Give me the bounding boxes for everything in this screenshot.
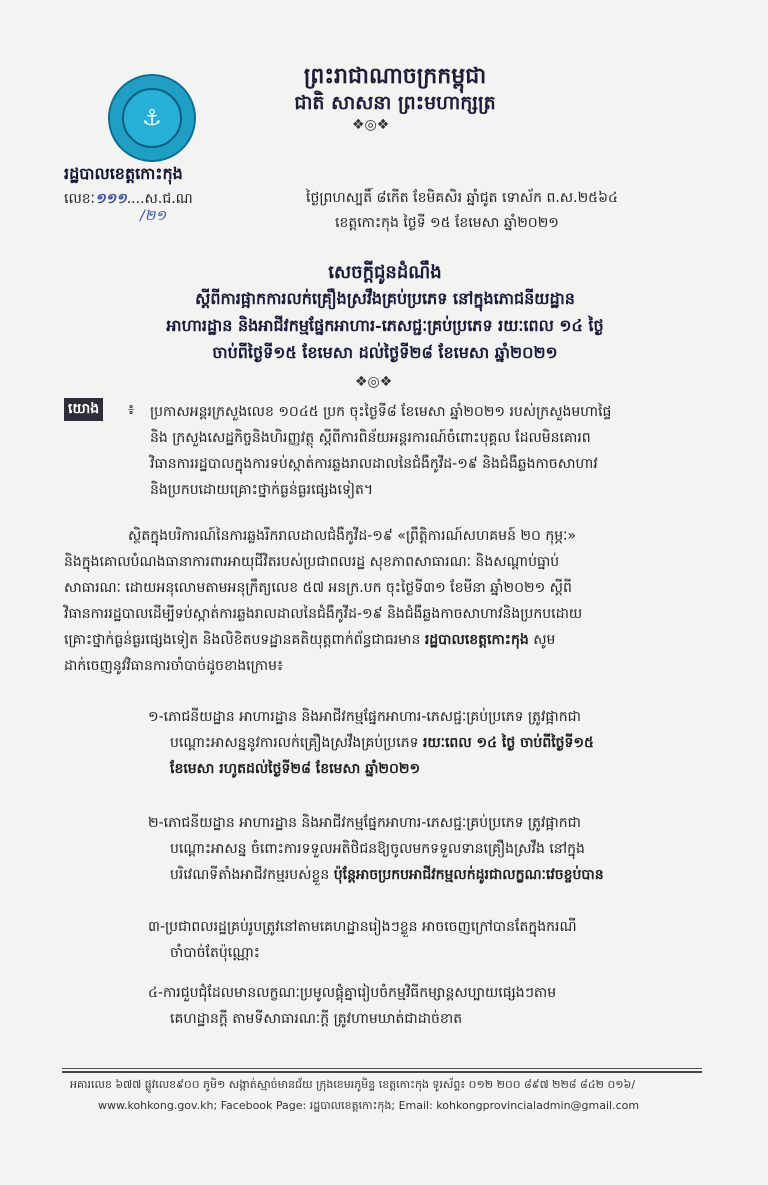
national-motto: ជាតិ សាសនា ព្រះមហាក្សត្រ — [294, 92, 496, 114]
reference-suffix: ....ស.ជ.ណ — [126, 191, 193, 207]
request-word: សូម — [533, 632, 556, 648]
footer-contact: www.kohkong.gov.kh; Facebook Page: រដ្ឋបាលខេត្តកោះកុង; Email: kohkongprovincialadmin@gmail.com — [98, 1099, 640, 1112]
item-2-line-2: បណ្តោះអាសន្ន ចំពោះការទទួលអតិថិជនឱ្យចូលមកទទួលទានគ្រឿងស្រវឹង នៅក្នុង — [170, 841, 585, 857]
footer-divider — [62, 1068, 702, 1069]
reference-handwritten-number: ១១១ — [94, 191, 127, 207]
item-3-line-1: ៣-ប្រជាពលរដ្ឋគ្រប់រូបត្រូវនៅតាមគេហដ្ឋានរៀងៗខ្លួន អាចចេញក្រៅបានតែក្នុងករណី — [148, 919, 577, 935]
anchor-icon: ⚓ — [122, 88, 182, 148]
notice-subject-line-1: ស្តីពីការផ្អាកការលក់គ្រឿងស្រវឹងគ្រប់ប្រភេទ នៅក្នុងភោជនីយដ្ឋាន — [195, 289, 575, 308]
reference-label: យោង — [64, 398, 103, 421]
body-line: និងក្នុងគោលបំណងធានាការពារអាយុជីវិតរបស់ប្រជាពលរដ្ឋ សុខភាពសាធារណៈ និងសណ្តាប់ធ្នាប់ — [64, 554, 560, 570]
notice-subject-line-2: អាហារដ្ឋាន និងអាជីវកម្មផ្នែកអាហារ-ភេសជ្ជៈគ្រប់ប្រភេទ រយៈពេល ១៤ ថ្ងៃ — [166, 316, 604, 335]
item-2-exception: ប៉ុន្តែអាចប្រកបអាជីវកម្មលក់ដូរជាលក្ខណៈវេចខ្ចប់បាន — [333, 867, 604, 883]
kingdom-title: ព្រះរាជាណាចក្រកម្ពុជា — [303, 63, 487, 89]
lunar-date: ថ្ងៃព្រហស្បតិ៍ ៨កើត ខែមិគសិរ ឆ្នាំជូត ទោស័ក ព.ស.២៥៦៤ — [306, 190, 618, 206]
reference-line: និង ក្រសួងសេដ្ឋកិច្ចនិងហិរញ្ញវត្ថុ ស្តីពីការពិន័យអន្តរការណ៍ចំពោះបុគ្គល ដែលមិនគោរព — [150, 430, 591, 446]
reference-line: វិធានការរដ្ឋបាលក្នុងការទប់ស្កាត់ការឆ្លងរាលដាលនៃជំងឺកូវីដ-១៩ និងជំងឺឆ្លងកាចសាហាវ — [150, 456, 598, 472]
item-4-line-1: ៤-ការជួបជុំដែលមានលក្ខណៈប្រមូលផ្តុំគ្នារៀបចំកម្មវិធីកម្សាន្តសប្បាយផ្សេងៗតាម — [148, 985, 557, 1001]
admin-bold: រដ្ឋបាលខេត្តកោះកុង — [424, 632, 529, 648]
ornament-divider: ❖◎❖ — [352, 117, 390, 133]
reference-colon: ៖ — [128, 402, 135, 418]
body-line: ដាក់ចេញនូវវិធានការចាំបាច់ដូចខាងក្រោម៖ — [64, 658, 284, 674]
item-3-line-2: ចាំបាច់តែប៉ុណ្ណោះ — [170, 945, 260, 961]
item-1-line-2 — [170, 733, 594, 754]
reference-line: ប្រកាសអន្តរក្រសួងលេខ ១០៤៥ ប្រក ចុះថ្ងៃទី៨ ខែមេសា ឆ្នាំ២០២១ របស់ក្រសួងមហាផ្ទៃ — [150, 404, 612, 420]
item-2-line-3 — [170, 865, 604, 886]
provincial-seal-logo — [108, 74, 196, 162]
item-1-line-1: ១-ភោជនីយដ្ឋាន អាហារដ្ឋាន និងអាជីវកម្មផ្នែកអាហារ-ភេសជ្ជៈគ្រប់ប្រភេទ ត្រូវផ្អាកជា — [148, 709, 581, 725]
body-line-text: គ្រោះថ្នាក់ធ្ងន់ធ្ងរផ្សេងទៀត និងលិខិតបទដ្ឋានគតិយុត្តពាក់ព័ន្ធជាធរមាន — [64, 632, 421, 648]
reference-year: /២១ — [140, 208, 166, 224]
reference-prefix: លេខៈ — [64, 191, 95, 207]
body-line: វិធានការរដ្ឋបាលដើម្បីទប់ស្កាត់ការឆ្លងរាលដាលនៃជំងឺកូវីដ-១៩ និងជំងឺឆ្លងកាចសាហាវនិងប្រកបដោយ — [64, 606, 583, 622]
solar-date: ខេត្តកោះកុង ថ្ងៃទី ១៥ ខែមេសា ឆ្នាំ២០២១ — [335, 215, 559, 231]
item-1-text: បណ្តោះអាសន្ននូវការលក់គ្រឿងស្រវឹងគ្រប់ប្រភេទ — [170, 735, 423, 751]
body-line — [64, 630, 555, 651]
reference-line: និងប្រកបដោយគ្រោះថ្នាក់ធ្ងន់ធ្ងរផ្សេងទៀត។ — [150, 482, 374, 498]
notice-heading: សេចក្តីជូនដំណឹង — [328, 262, 442, 283]
issuing-authority: រដ្ឋបាលខេត្តកោះកុង — [64, 164, 183, 183]
item-2-line-1: ២-ភោជនីយដ្ឋាន អាហារដ្ឋាន និងអាជីវកម្មផ្នែកអាហារ-ភេសជ្ជៈគ្រប់ប្រភេទ ត្រូវផ្អាកជា — [148, 815, 581, 831]
item-2-text: បរិវេណទីតាំងអាជីវកម្មរបស់ខ្លួន — [170, 867, 334, 883]
body-line: សាធារណៈ ដោយអនុលោមតាមអនុក្រឹត្យលេខ ៥៧ អនក្រ.បក ចុះថ្ងៃទី៣១ ខែមីនា ឆ្នាំ២០២១ ស្តីពី — [64, 580, 572, 596]
item-4-line-2: គេហដ្ឋានក្តី តាមទីសាធារណៈក្តី ត្រូវហាមឃាត់ជាដាច់ខាត — [170, 1011, 463, 1027]
item-1-duration: រយៈពេល ១៤ ថ្ងៃ ចាប់ពីថ្ងៃទី១៥ — [422, 735, 594, 751]
footer-address: អគារលេខ ៦៧៧ ផ្លូវលេខ៩០០ ភូមិ១ សង្កាត់ស្មាច់មានជ័យ ក្រុងខេមរភូមិន្ទ ខេត្តកោះកុង ទូរស័ព្ទ៖ ០១២ ២០០ ៨៩៧ ២២៨ ៨៤២ ០១៦/ — [70, 1078, 636, 1091]
item-1-line-3: ខែមេសា រហូតដល់ថ្ងៃទី២៨ ខែមេសា ឆ្នាំ២០២១ — [170, 761, 421, 777]
reference-number — [64, 189, 193, 210]
footer-divider — [62, 1071, 702, 1073]
body-line: ស្ថិតក្នុងបរិការណ៍នៃការឆ្លងរីករាលដាលជំងឺកូវីដ-១៩ «ព្រឹត្តិការណ៍សហគមន៍ ២០ កុម្ភៈ» — [128, 528, 576, 544]
notice-subject-line-3: ចាប់ពីថ្ងៃទី១៥ ខែមេសា ដល់ថ្ងៃទី២៨ ខែមេសា ឆ្នាំ២០២១ — [212, 343, 558, 362]
ornament-divider: ❖◎❖ — [355, 374, 393, 390]
